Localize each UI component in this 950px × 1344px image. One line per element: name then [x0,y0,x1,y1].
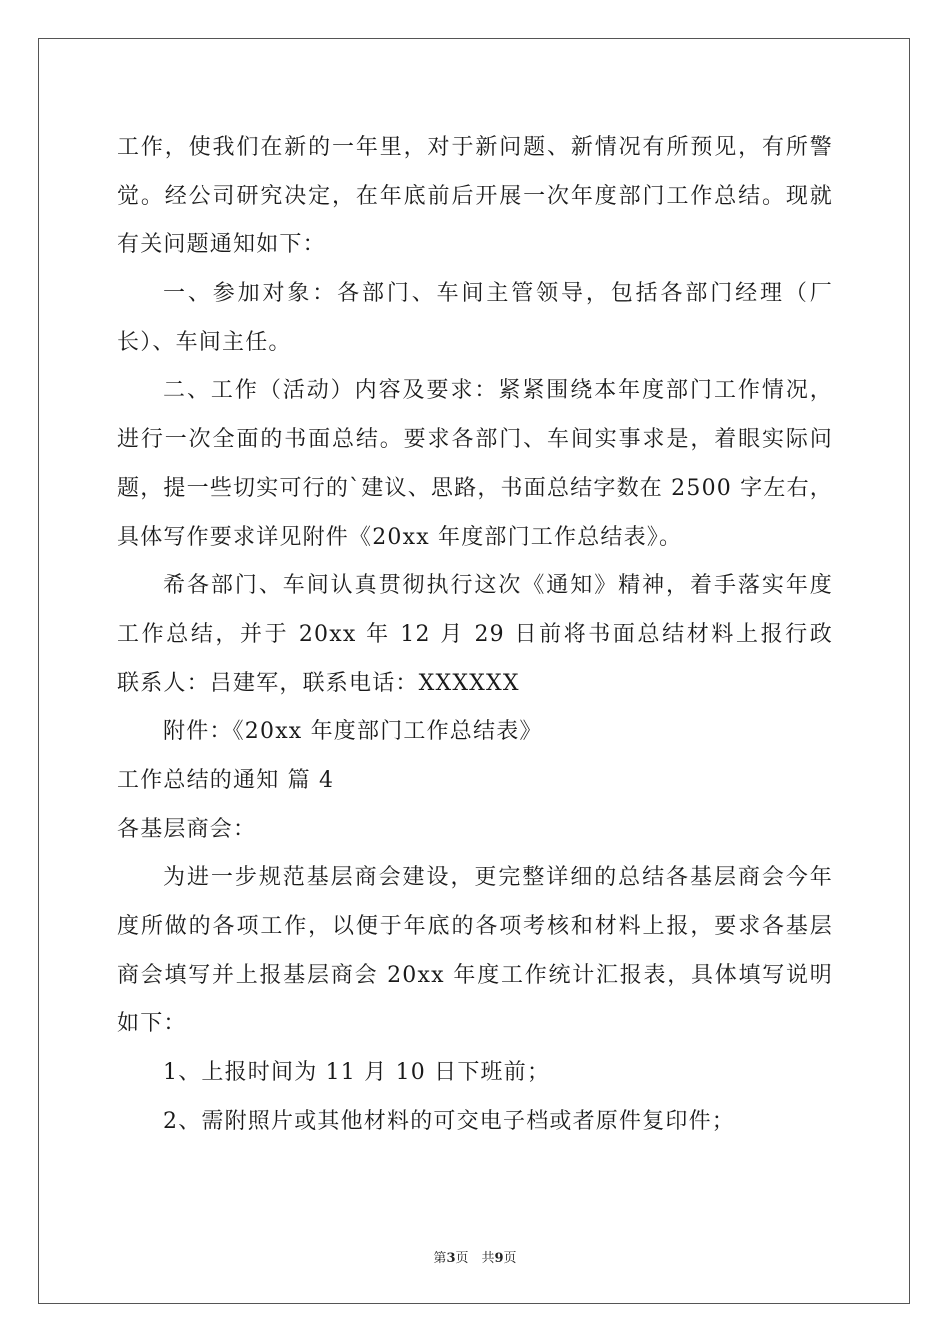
text-line: 联系人：吕建军，联系电话：XXXXXX [117,670,520,696]
text-line: 二、工作（活动）内容及要求：紧紧围绕本年度部门工作情况， [163,378,833,404]
text-line: 长）、车间主任。 [117,329,292,355]
footer-page-number: 3 [446,1251,456,1266]
text-line: 为进一步规范基层商会建设，更完整详细的总结各基层商会今年 [163,865,833,891]
text-line: 1、上报时间为 11 月 10 日下班前； [163,1060,551,1086]
text-line: 希各部门、车间认真贯彻执行这次《通知》精神，着手落实年度 [163,573,833,599]
text-line: 各基层商会： [117,816,257,842]
footer-prefix: 第 [433,1251,447,1266]
text-line: 工作总结，并于 20xx 年 12 月 29 日前将书面总结材料上报行政 [117,621,833,647]
text-line: 觉。经公司研究决定，在年底前后开展一次年度部门工作总结。现就 [117,183,833,209]
text-line: 度所做的各项工作，以便于年底的各项考核和材料上报，要求各基层 [117,914,833,939]
footer-mid: 页 共 [455,1251,495,1266]
text-line: 商会填写并上报基层商会 20xx 年度工作统计汇报表，具体填写说明 [117,962,833,988]
page-footer [0,1247,950,1266]
text-line: 工作，使我们在新的一年里，对于新问题、新情况有所预见，有所警 [117,135,833,160]
text-line: 题，提一些切实可行的`建议、思路，书面总结字数在 2500 字左右， [117,475,833,501]
text-line: 如下： [117,1011,187,1037]
text-line: 2、需附照片或其他材料的可交电子档或者原件复印件； [163,1108,735,1134]
text-line: 附件：《20xx 年度部门工作总结表》 [163,719,543,745]
text-line: 具体写作要求详见附件《20xx 年度部门工作总结表》。 [117,524,683,550]
text-line: 一、参加对象：各部门、车间主管领导，包括各部门经理（厂 [163,281,833,307]
document-body [117,124,833,1146]
footer-suffix: 页 [503,1251,517,1266]
text-line: 工作总结的通知 篇 4 [117,767,335,793]
text-line: 进行一次全面的书面总结。要求各部门、车间实事求是，着眼实际问 [117,427,833,453]
text-line: 有关问题通知如下： [117,232,326,258]
footer-total-pages: 9 [494,1251,504,1266]
